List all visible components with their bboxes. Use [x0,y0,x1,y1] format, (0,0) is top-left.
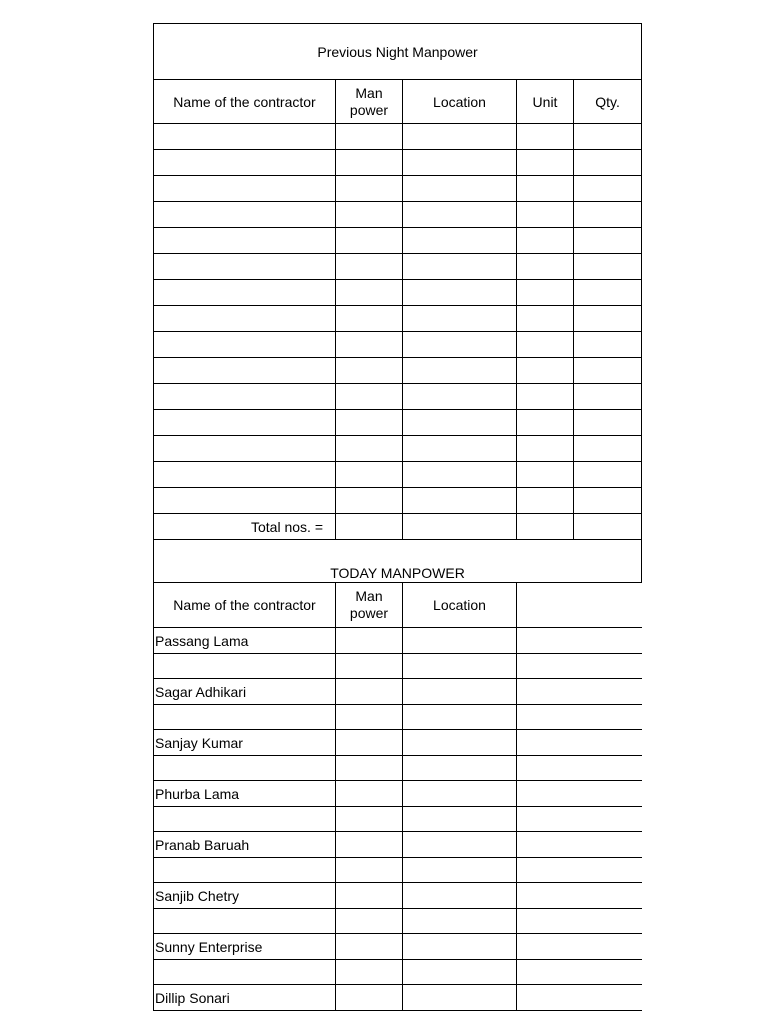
blank-cell[interactable] [154,332,336,358]
total-cell[interactable] [403,514,517,540]
today-rows [154,628,642,1011]
blank-cell[interactable] [336,832,403,858]
table-row [154,705,642,730]
blank-cell[interactable] [336,436,403,462]
blank-cell[interactable] [154,960,336,985]
blank-cell[interactable] [403,705,517,730]
blank-cell[interactable] [574,384,642,410]
blank-cell[interactable] [403,756,517,781]
blank-cell[interactable] [517,807,642,832]
blank-cell[interactable] [517,202,574,228]
blank-cell[interactable] [403,883,517,909]
blank-cell[interactable] [517,462,574,488]
blank-cell[interactable] [517,858,642,883]
today-manpower-title: TODAY MANPOWER [154,540,642,583]
today-header-location: Location [403,583,517,628]
blank-cell[interactable] [574,358,642,384]
blank-cell[interactable] [154,280,336,306]
blank-cell[interactable] [517,756,642,781]
table-row [154,410,642,436]
blank-cell[interactable] [403,150,517,176]
table-row [154,436,642,462]
contractor-name: Sanjay Kumar [154,730,336,756]
blank-cell[interactable] [574,462,642,488]
blank-cell[interactable] [517,410,574,436]
contractor-name: Dillip Sonari [154,985,336,1011]
blank-cell[interactable] [336,124,403,150]
blank-cell[interactable] [403,628,517,654]
blank-cell[interactable] [154,358,336,384]
blank-cell[interactable] [336,679,403,705]
blank-cell[interactable] [154,436,336,462]
blank-cell[interactable] [517,436,574,462]
blank-cell[interactable] [403,934,517,960]
blank-cell[interactable] [517,254,574,280]
blank-cell[interactable] [574,410,642,436]
table-row [154,150,642,176]
blank-cell[interactable] [336,358,403,384]
blank-cell[interactable] [517,985,642,1011]
today-header-blank [517,583,642,628]
contractor-row [154,628,642,654]
blank-cell[interactable] [403,654,517,679]
total-label: Total nos. = [154,514,336,540]
blank-cell[interactable] [336,628,403,654]
blank-cell[interactable] [403,228,517,254]
header-unit: Unit [517,80,574,124]
contractor-name: Sanjib Chetry [154,883,336,909]
blank-cell[interactable] [154,756,336,781]
blank-cell[interactable] [574,228,642,254]
blank-cell[interactable] [403,679,517,705]
blank-cell[interactable] [403,202,517,228]
blank-cell[interactable] [336,807,403,832]
blank-cell[interactable] [336,332,403,358]
blank-cell[interactable] [574,176,642,202]
table-row [154,332,642,358]
blank-cell[interactable] [517,628,642,654]
blank-cell[interactable] [517,730,642,756]
blank-cell[interactable] [517,280,574,306]
table-row [154,306,642,332]
table-row [154,654,642,679]
contractor-row [154,883,642,909]
contractor-row [154,832,642,858]
blank-cell[interactable] [336,150,403,176]
today-manpower-table [153,583,642,1011]
blank-cell[interactable] [403,358,517,384]
blank-cell[interactable] [336,228,403,254]
today-header-contractor: Name of the contractor [154,583,336,628]
contractor-name: Pranab Baruah [154,832,336,858]
blank-cell[interactable] [154,150,336,176]
contractor-row [154,985,642,1011]
blank-cell[interactable] [336,730,403,756]
blank-cell[interactable] [403,730,517,756]
blank-cell[interactable] [517,705,642,730]
blank-cell[interactable] [403,781,517,807]
blank-cell[interactable] [336,384,403,410]
contractor-row [154,781,642,807]
blank-cell[interactable] [336,985,403,1011]
blank-cell[interactable] [336,781,403,807]
contractor-name: Sagar Adhikari [154,679,336,705]
blank-cell[interactable] [517,883,642,909]
blank-cell[interactable] [403,858,517,883]
blank-cell[interactable] [336,306,403,332]
blank-cell[interactable] [154,807,336,832]
blank-cell[interactable] [403,306,517,332]
contractor-name: Sunny Enterprise [154,934,336,960]
blank-cell[interactable] [154,654,336,679]
blank-cell[interactable] [336,705,403,730]
table-row [154,280,642,306]
blank-cell[interactable] [336,488,403,514]
blank-cell[interactable] [336,756,403,781]
blank-cell[interactable] [154,384,336,410]
blank-cell[interactable] [154,488,336,514]
blank-cell[interactable] [336,410,403,436]
blank-cell[interactable] [574,332,642,358]
blank-cell[interactable] [517,832,642,858]
blank-cell[interactable] [403,960,517,985]
header-qty: Qty. [574,80,642,124]
blank-cell[interactable] [403,254,517,280]
header-contractor: Name of the contractor [154,80,336,124]
blank-cell[interactable] [403,909,517,934]
blank-cell[interactable] [517,332,574,358]
blank-cell[interactable] [336,202,403,228]
table-row [154,756,642,781]
blank-cell[interactable] [336,858,403,883]
blank-cell[interactable] [574,254,642,280]
table-row [154,488,642,514]
blank-cell[interactable] [517,228,574,254]
blank-cell[interactable] [403,124,517,150]
blank-cell[interactable] [574,488,642,514]
blank-cell[interactable] [574,150,642,176]
blank-cell[interactable] [336,462,403,488]
table-row [154,228,642,254]
blank-cell[interactable] [517,150,574,176]
table-row [154,909,642,934]
blank-cell[interactable] [154,176,336,202]
blank-cell[interactable] [154,858,336,883]
blank-cell[interactable] [154,306,336,332]
blank-cell[interactable] [574,124,642,150]
today-header-manpower: Man power [336,583,403,628]
blank-cell[interactable] [517,306,574,332]
blank-cell[interactable] [574,436,642,462]
blank-cell[interactable] [403,280,517,306]
blank-cell[interactable] [517,679,642,705]
blank-cell[interactable] [336,960,403,985]
blank-cell[interactable] [403,488,517,514]
header-manpower: Man power [336,80,403,124]
contractor-row [154,679,642,705]
blank-cell[interactable] [336,280,403,306]
blank-cell[interactable] [403,832,517,858]
contractor-name: Phurba Lama [154,781,336,807]
blank-cell[interactable] [517,176,574,202]
blank-cell[interactable] [336,254,403,280]
blank-cell[interactable] [154,124,336,150]
total-cell[interactable] [336,514,403,540]
blank-cell[interactable] [403,985,517,1011]
blank-cell[interactable] [517,654,642,679]
blank-cell[interactable] [403,410,517,436]
blank-cell[interactable] [517,488,574,514]
table-row [154,358,642,384]
total-cell[interactable] [517,514,574,540]
blank-cell[interactable] [403,462,517,488]
blank-cell[interactable] [403,384,517,410]
blank-cell[interactable] [336,934,403,960]
table-row [154,462,642,488]
blank-cell[interactable] [517,384,574,410]
table-row [154,124,642,150]
previous-night-title: Previous Night Manpower [154,24,642,80]
contractor-name: Passang Lama [154,628,336,654]
blank-cell[interactable] [403,436,517,462]
table-row [154,384,642,410]
blank-cell[interactable] [403,332,517,358]
blank-cell[interactable] [154,705,336,730]
table-row [154,176,642,202]
blank-cell[interactable] [403,176,517,202]
table-row [154,960,642,985]
table-row [154,807,642,832]
previous-night-rows [154,124,642,514]
blank-cell[interactable] [154,228,336,254]
header-location: Location [403,80,517,124]
blank-cell[interactable] [517,934,642,960]
blank-cell[interactable] [154,909,336,934]
blank-cell[interactable] [517,781,642,807]
blank-cell[interactable] [517,358,574,384]
blank-cell[interactable] [574,202,642,228]
blank-cell[interactable] [336,909,403,934]
blank-cell[interactable] [574,280,642,306]
blank-cell[interactable] [154,410,336,436]
table-row [154,202,642,228]
blank-cell[interactable] [154,202,336,228]
table-row [154,254,642,280]
blank-cell[interactable] [403,807,517,832]
blank-cell[interactable] [517,909,642,934]
blank-cell[interactable] [336,883,403,909]
blank-cell[interactable] [336,176,403,202]
previous-night-table [153,23,642,583]
blank-cell[interactable] [517,960,642,985]
blank-cell[interactable] [336,654,403,679]
blank-cell[interactable] [154,462,336,488]
blank-cell[interactable] [154,254,336,280]
table-row [154,858,642,883]
blank-cell[interactable] [574,306,642,332]
contractor-row [154,934,642,960]
manpower-sheet [153,23,642,1011]
contractor-row [154,730,642,756]
blank-cell[interactable] [517,124,574,150]
total-cell[interactable] [574,514,642,540]
